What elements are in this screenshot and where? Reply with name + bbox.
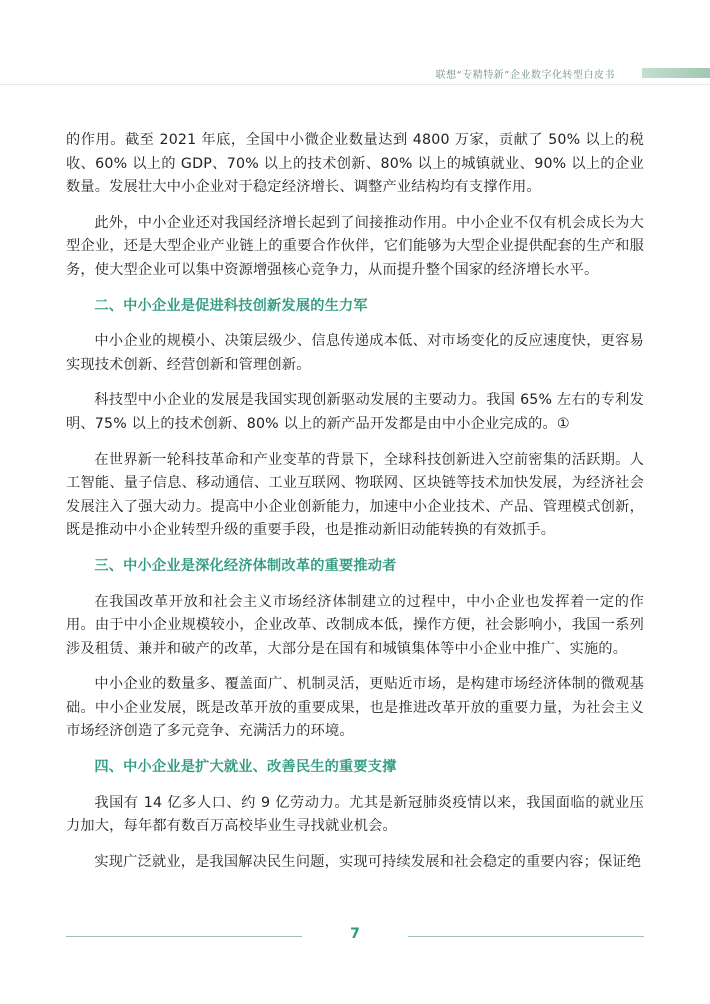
page-body xyxy=(66,129,644,886)
paragraph-2: 此外，中小企业还对我国经济增长起到了间接推动作用。中小企业不仅有机会成长为大型企业，还是大型企业产业链上的重要合作伙伴，它们能够为大型企业提供配套的生产和服务，使大型企业可以集中资源增强核心竞争力，从而提升整个国家的经济增长水平。 xyxy=(66,214,644,278)
section-heading-4: 四、中小企业是扩大就业、改善民生的重要支撑 xyxy=(94,759,397,776)
footer-rule-right xyxy=(408,936,644,937)
paragraph-4: 科技型中小企业的发展是我国实现创新驱动发展的主要动力。我国 65% 左右的专利发明、75% 以上的技术创新、80% 以上的新产品开发都是由中小企业完成的。① xyxy=(66,392,644,432)
paragraph-7: 中小企业的数量多、覆盖面广、机制灵活，更贴近市场，是构建市场经济体制的微观基础。中小企业发展，既是改革开放的重要成果，也是推进改革开放的重要力量，为社会主义市场经济创造了多元竞争、充满活力的环境。 xyxy=(66,676,644,740)
header-divider xyxy=(0,84,710,85)
paragraph-8: 我国有 14 亿多人口、约 9 亿劳动力。尤其是新冠肺炎疫情以来，我国面临的就业压力加大，每年都有数百万高校毕业生寻找就业机会。 xyxy=(66,794,644,835)
paragraph-6: 在我国改革开放和社会主义市场经济体制建立的过程中，中小企业也发挥着一定的作用。由于中小企业规模较小，企业改革、改制成本低，操作方便，社会影响小，我国一系列涉及租赁、兼并和破产的改革，大部分是在国有和城镇集体等中小企业中推广、实施的。 xyxy=(66,593,644,657)
section-heading-2: 二、中小企业是促进科技创新发展的生力军 xyxy=(94,297,368,314)
paragraph-1: 的作用。截至 2021 年底，全国中小微企业数量达到 4800 万家，贡献了 50% 以上的税收、60% 以上的 GDP、70% 以上的技术创新、80% 以上的城镇就业、90% 以上的企业数量。发展壮大中小企业对于稳定经济增长、调整产业结构均有支撑作用。 xyxy=(66,132,644,196)
footer-rule-left xyxy=(66,936,302,937)
page-number: 7 xyxy=(350,926,360,942)
paragraph-3: 中小企业的规模小、决策层级少、信息传递成本低、对市场变化的反应速度快，更容易实现技术创新、经营创新和管理创新。 xyxy=(66,333,644,373)
header-accent-bar xyxy=(642,68,710,78)
document-title: 联想“专精特新”企业数字化转型白皮书 xyxy=(435,70,615,81)
paragraph-9: 实现广泛就业，是我国解决民生问题，实现可持续发展和社会稳定的重要内容；保证绝 xyxy=(94,853,642,870)
section-heading-3: 三、中小企业是深化经济体制改革的重要推动者 xyxy=(94,557,397,574)
paragraph-5: 在世界新一轮科技革命和产业变革的背景下，全球科技创新进入空前密集的活跃期。人工智能、量子信息、移动通信、工业互联网、物联网、区块链等技术加快发展，为经济社会发展注入了强大动力。提高中小企业创新能力，加速中小企业技术、产品、管理模式创新，既是推动中小企业转型升级的重要手段，也是推动新旧动能转换的有效抓手。 xyxy=(66,451,644,539)
